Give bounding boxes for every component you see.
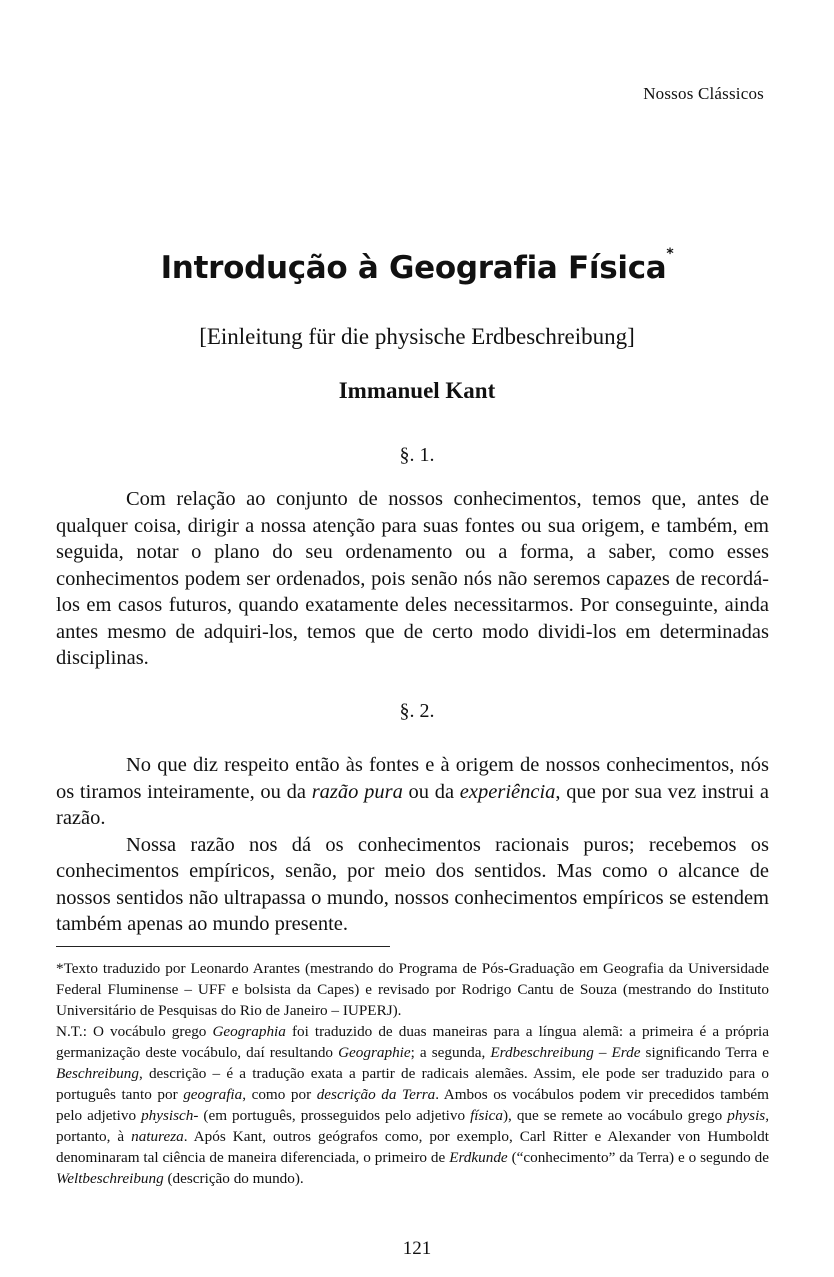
paragraph: Nossa razão nos dá os conhecimentos racionais puros; recebemos os conhecimentos empíricos, senão, por meio dos sentidos. Mas como o alcance de nossos sentidos não ultrapassa o mundo, nossos conhecimentos empíricos se estendem também apenas ao mundo presente.	[56, 833, 769, 935]
title-footnote-mark: *	[666, 246, 674, 262]
emphasis: Geographia	[212, 1023, 286, 1040]
running-head: Nossos Clássicos	[643, 84, 764, 103]
emphasis: geografia	[183, 1086, 243, 1103]
emphasis-razao-pura: razão pura	[311, 780, 403, 803]
text-run: –	[593, 1044, 612, 1061]
text-run: . Ambos os vocábulos podem vir precedidos também pelo adjetivo	[56, 1086, 769, 1124]
footnotes	[56, 958, 769, 1189]
section-1-body	[56, 486, 769, 672]
emphasis: physisch-	[141, 1107, 199, 1124]
text-run: ; a segunda,	[410, 1044, 491, 1061]
emphasis: physis	[727, 1107, 766, 1124]
emphasis: Beschreibung	[56, 1065, 139, 1082]
text-run: No que diz respeito então às fontes e à origem de nossos conhecimentos, nós os tiramos inteiramente, ou da	[56, 754, 769, 803]
text-run: , que por sua vez instrui a razão.	[56, 780, 769, 829]
text-run: (em português, prosseguidos pelo adjetivo	[198, 1107, 471, 1124]
text-run: ou da	[402, 780, 460, 803]
emphasis: Geographie	[338, 1044, 411, 1061]
emphasis: descrição da Terra	[316, 1086, 436, 1103]
section-2-body	[56, 752, 769, 938]
translator-footnote: *Texto traduzido por Leonardo Arantes (mestrando do Programa de Pós-Graduação em Geografia da Universidade Federal Fluminense – UFF e bolsista da Capes) e revisado por Rodrigo Cantu de Souza (mestrando do Instituto Universitário de Pesquisas do Rio de Janeiro – IUPERJ).	[56, 960, 769, 1019]
paragraph	[56, 752, 769, 832]
article-title	[0, 246, 834, 286]
title-text: Introdução à Geografia Física	[160, 250, 667, 286]
text-run: ), que se remete ao vocábulo grego	[502, 1107, 728, 1124]
text-run: significando Terra e	[640, 1044, 769, 1061]
text-run: (descrição do mundo).	[163, 1170, 304, 1187]
paragraph: Com relação ao conjunto de nossos conhecimentos, temos que, antes de qualquer coisa, dirigir a nossa atenção para suas fontes ou sua origem, e também, em seguida, notar o plano do seu ordenamento ou a forma, a saber, como esses conhecimentos podem ser ordenados, pois senão nós não seremos capazes de recordá-los em casos futuros, quando exatamente deles necessitarmos. Por conseguinte, ainda antes mesmo de adquiri-los, temos que de certo modo dividi-los em determinadas disciplinas.	[56, 488, 769, 669]
translator-note	[56, 1021, 769, 1189]
emphasis: Erdkunde	[449, 1149, 508, 1166]
text-run: , descrição – é a tradução exata a partir de radicais alemães. Assim, ele pode ser traduzido para o português tanto por	[56, 1065, 769, 1103]
emphasis: Weltbeschreibung	[56, 1170, 164, 1187]
article-subtitle: [Einleitung für die physische Erdbeschreibung]	[199, 324, 635, 349]
author-name: Immanuel Kant	[338, 378, 496, 403]
emphasis-experiencia: experiência	[459, 780, 556, 803]
emphasis: Erdbeschreibung	[490, 1044, 594, 1061]
section-mark-1: §. 1.	[399, 444, 435, 466]
section-mark-2: §. 2.	[399, 700, 435, 722]
footnote-divider	[56, 946, 390, 947]
text-run: foi traduzido de duas maneiras para a língua alemã: a primeira é a própria germanização deste vocábulo, daí resultando	[56, 1023, 769, 1061]
page-number: 121	[402, 1238, 432, 1259]
text-run: (“conhecimento” da Terra) e o segundo de	[507, 1149, 769, 1166]
text-run: , como por	[242, 1086, 317, 1103]
emphasis: Erde	[611, 1044, 641, 1061]
text-run: , portanto, à	[56, 1107, 769, 1145]
text-run: N.T.: O vocábulo grego	[56, 1023, 213, 1040]
emphasis: natureza	[131, 1128, 184, 1145]
emphasis: física	[470, 1107, 503, 1124]
text-run: . Após Kant, outros geógrafos como, por exemplo, Carl Ritter e Alexander von Humboldt denominaram tal ciência de maneira diferenciada, o primeiro de	[56, 1128, 769, 1166]
